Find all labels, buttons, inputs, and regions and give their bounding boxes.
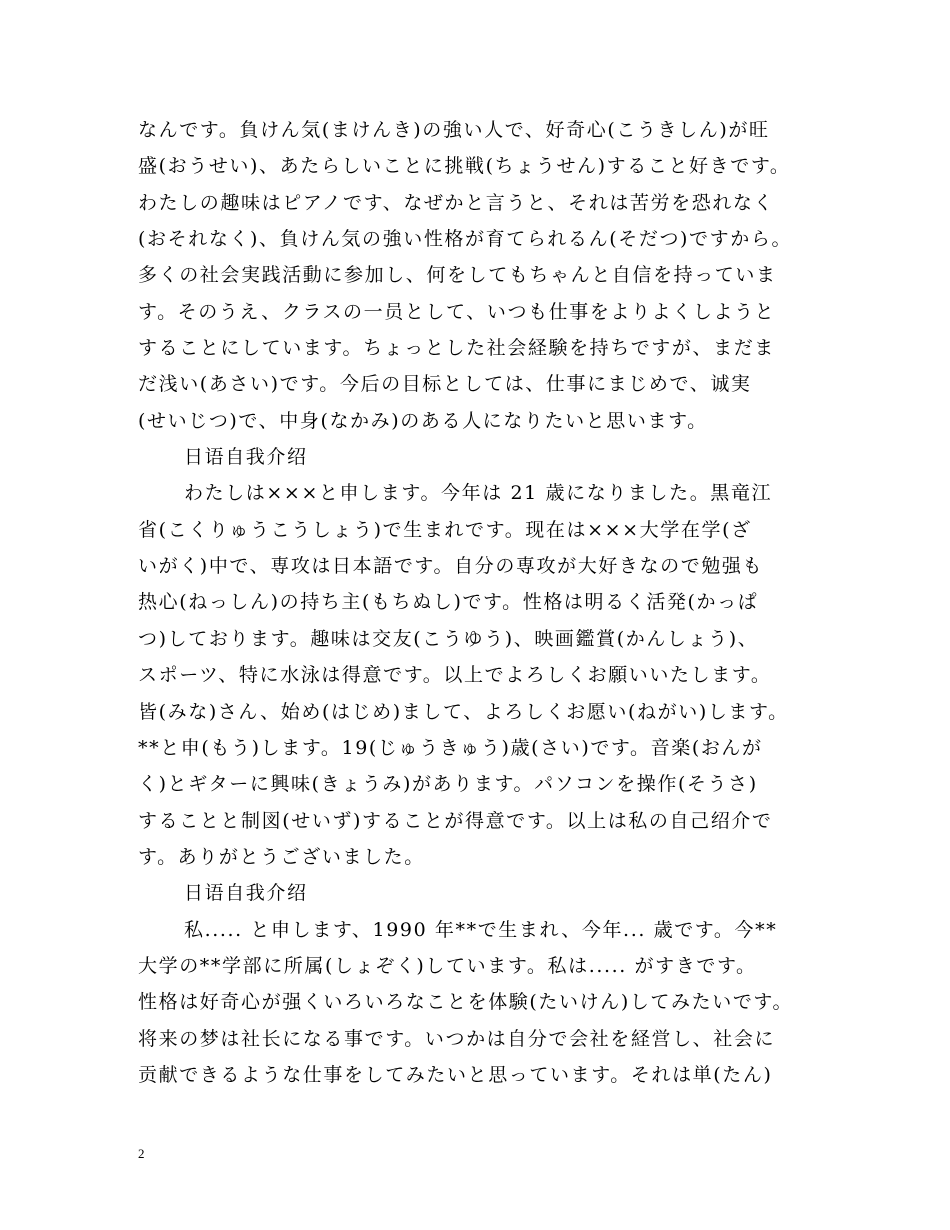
section-heading: 日语自我介绍 bbox=[184, 882, 308, 905]
body-text bbox=[138, 112, 828, 1093]
text-line: 贡献できるような仕事をしてみたいと思っています。それは単(たん) bbox=[138, 1063, 773, 1086]
text-line: することと制図(せいず)することが得意です。以上は私の自己绍介で bbox=[138, 809, 773, 832]
text-line: (せいじつ)で、中身(なかみ)のある人になりたいと思います。 bbox=[138, 409, 708, 432]
text-line: つ)しております。趣味は交友(こうゆう)、映画鑑賞(かんしょう)、 bbox=[138, 627, 759, 650]
text-line: (おそれなく)、負けん気の強い性格が育てられるん(そだつ)ですから。 bbox=[138, 228, 793, 251]
text-line: スポーツ、特に水泳は得意です。以上でよろしくお願いいたします。 bbox=[138, 664, 772, 687]
page-number: 2 bbox=[138, 1146, 145, 1161]
text-line: 大学の**学部に所属(しょぞく)しています。私は..... がすきです。 bbox=[138, 954, 757, 977]
section-heading: 日语自我介绍 bbox=[184, 446, 308, 469]
text-line: することにしています。ちょっとした社会経験を持ちですが、まだま bbox=[138, 337, 775, 360]
text-line: 皆(みな)さん、始め(はじめ)まして、よろしくお愿い(ねがい)します。 bbox=[138, 700, 789, 723]
text-line: 省(こくりゅうこうしょう)で生まれです。现在は×××大学在学(ざ bbox=[138, 518, 752, 541]
text-line: す。そのうえ、クラスの一员として、いつも仕事をよりよくしようと bbox=[138, 300, 776, 323]
text-line: 多くの社会実践活動に参加し、何をしてもちゃんと自信を持っていま bbox=[138, 264, 777, 287]
text-line: く)とギターに興味(きょうみ)があります。パソコンを操作(そうさ) bbox=[138, 773, 758, 796]
text-line: 盛(おうせい)、あたらしいことに挑戦(ちょうせん)すること好きです。 bbox=[138, 155, 791, 178]
text-line: なんです。負けん気(まけんき)の強い人で、好奇心(こうきしん)が旺 bbox=[138, 119, 770, 141]
text-line: 私..... と申します、1990 年**で生まれ、今年... 歳です。今** bbox=[184, 918, 778, 941]
text-line: わたしの趣味はピアノです、なぜかと言うと、それは苦労を恐れなく bbox=[138, 191, 775, 214]
text-line: **と申(もう)します。19(じゅうきゅう)歳(さい)です。音楽(おんが bbox=[138, 736, 763, 759]
text-line: だ浅い(あさい)です。今后の目标としては、仕事にまじめで、诚実 bbox=[138, 373, 752, 396]
text-line: 热心(ねっしん)の持ち主(もちぬし)です。性格は明るく活発(かっぱ bbox=[138, 591, 759, 614]
text-line: す。ありがとうございました。 bbox=[138, 845, 425, 868]
text-line: 性格は好奇心が强くいろいろなことを体験(たいけん)してみたいです。 bbox=[138, 991, 794, 1014]
text-line: いがく)中で、専攻は日本語です。自分の専攻が大好きなので勉强も bbox=[138, 555, 764, 578]
text-line: わたしは×××と申します。今年は 21 歳になりました。黒竜江 bbox=[184, 482, 773, 505]
text-line: 将来の梦は社长になる事です。いつかは自分で会社を経営し、社会に bbox=[138, 1027, 776, 1050]
